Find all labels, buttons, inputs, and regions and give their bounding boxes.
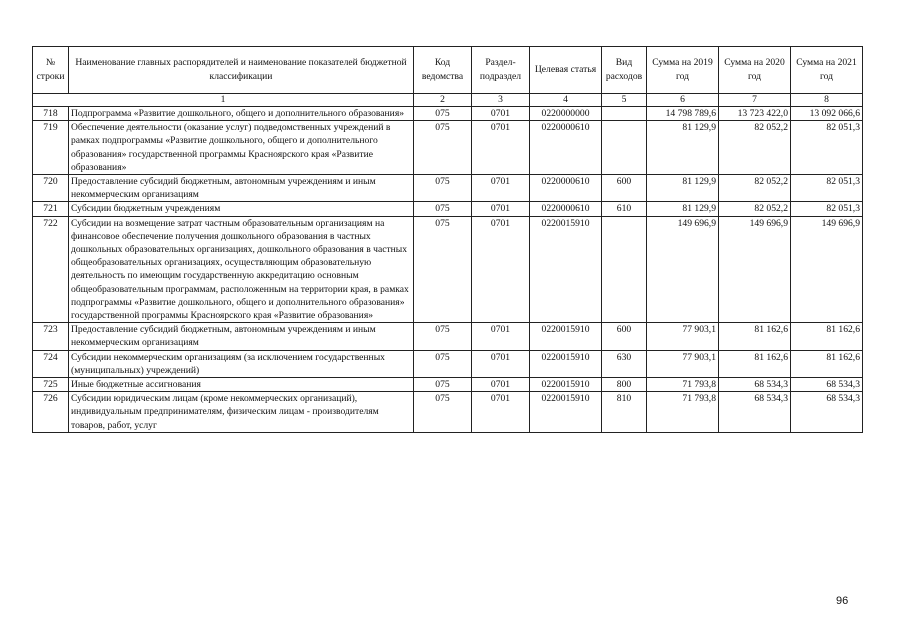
col-header-dept-code: Код ведомства	[414, 47, 472, 94]
col-number-5: 5	[602, 94, 647, 107]
section-cell: 0701	[472, 392, 530, 433]
col-header-sum-2021: Сумма на 2021 год	[791, 47, 863, 94]
row-number-cell: 722	[33, 216, 69, 323]
col-number-7: 7	[719, 94, 791, 107]
dept-code-cell: 075	[414, 107, 472, 121]
sum-2020-cell: 68 534,3	[719, 392, 791, 433]
col-header-expense-type: Вид расходов	[602, 47, 647, 94]
table-row	[33, 350, 863, 377]
section-cell: 0701	[472, 107, 530, 121]
expense-type-cell: 630	[602, 350, 647, 377]
sum-2020-cell: 149 696,9	[719, 216, 791, 323]
table-row	[33, 216, 863, 323]
sum-2020-cell: 82 052,2	[719, 175, 791, 202]
table-row	[33, 392, 863, 433]
sum-2021-cell: 82 051,3	[791, 175, 863, 202]
section-cell: 0701	[472, 121, 530, 175]
name-cell: Предоставление субсидий бюджетным, автономным учреждениям и иным некоммерческим организациям	[69, 323, 414, 350]
sum-2021-cell: 13 092 066,6	[791, 107, 863, 121]
sum-2019-cell: 71 793,8	[647, 378, 719, 392]
expense-type-cell	[602, 216, 647, 323]
table-row	[33, 202, 863, 216]
target-article-cell: 0220015910	[530, 392, 602, 433]
sum-2019-cell: 81 129,9	[647, 175, 719, 202]
table-body	[33, 107, 863, 433]
dept-code-cell: 075	[414, 378, 472, 392]
row-number-cell: 726	[33, 392, 69, 433]
dept-code-cell: 075	[414, 392, 472, 433]
section-cell: 0701	[472, 216, 530, 323]
col-header-section: Раздел-подраздел	[472, 47, 530, 94]
table-row	[33, 378, 863, 392]
col-number-3: 3	[472, 94, 530, 107]
row-number-cell: 719	[33, 121, 69, 175]
table-row	[33, 121, 863, 175]
sum-2021-cell: 81 162,6	[791, 350, 863, 377]
sum-2021-cell: 68 534,3	[791, 378, 863, 392]
sum-2020-cell: 68 534,3	[719, 378, 791, 392]
section-cell: 0701	[472, 323, 530, 350]
col-header-name: Наименование главных распорядителей и наименование показателей бюджетной классификации	[69, 47, 414, 94]
section-cell: 0701	[472, 350, 530, 377]
sum-2020-cell: 13 723 422,0	[719, 107, 791, 121]
col-number-4: 4	[530, 94, 602, 107]
target-article-cell: 0220000610	[530, 175, 602, 202]
dept-code-cell: 075	[414, 350, 472, 377]
expense-type-cell: 800	[602, 378, 647, 392]
name-cell: Предоставление субсидий бюджетным, автономным учреждениям и иным некоммерческим организациям	[69, 175, 414, 202]
col-number-2: 2	[414, 94, 472, 107]
name-cell: Субсидии бюджетным учреждениям	[69, 202, 414, 216]
dept-code-cell: 075	[414, 216, 472, 323]
sum-2020-cell: 81 162,6	[719, 350, 791, 377]
column-number-row	[33, 94, 863, 107]
sum-2019-cell: 14 798 789,6	[647, 107, 719, 121]
sum-2021-cell: 81 162,6	[791, 323, 863, 350]
sum-2019-cell: 81 129,9	[647, 202, 719, 216]
expense-type-cell: 610	[602, 202, 647, 216]
dept-code-cell: 075	[414, 121, 472, 175]
dept-code-cell: 075	[414, 175, 472, 202]
dept-code-cell: 075	[414, 323, 472, 350]
row-number-cell: 718	[33, 107, 69, 121]
table-row	[33, 175, 863, 202]
row-number-cell: 724	[33, 350, 69, 377]
sum-2019-cell: 77 903,1	[647, 350, 719, 377]
col-number-6: 6	[647, 94, 719, 107]
expense-type-cell: 600	[602, 323, 647, 350]
col-header-sum-2020: Сумма на 2020 год	[719, 47, 791, 94]
name-cell: Субсидии на возмещение затрат частным образовательным организациям на финансовое обеспечение получения дошкольного образования в частных дошкольных образовательных организациях, дошкольного образования в частных общеобразовательных организациях, осуществляющим образовательную деятельность по имеющим государственную аккредитацию основным общеобразовательным программам, расположенным на территории края, в рамках подпрограммы «Развитие дошкольного, общего и дополнительного образования» государственной программы Красноярского края «Развитие образования»	[69, 216, 414, 323]
col-number-8: 8	[791, 94, 863, 107]
target-article-cell: 0220015910	[530, 323, 602, 350]
col-header-row-number: № строки	[33, 47, 69, 94]
sum-2021-cell: 68 534,3	[791, 392, 863, 433]
row-number-cell: 723	[33, 323, 69, 350]
sum-2021-cell: 82 051,3	[791, 121, 863, 175]
sum-2019-cell: 81 129,9	[647, 121, 719, 175]
col-number-1: 1	[33, 94, 414, 107]
name-cell: Субсидии некоммерческим организациям (за исключением государственных (муниципальных) учреждений)	[69, 350, 414, 377]
col-header-sum-2019: Сумма на 2019 год	[647, 47, 719, 94]
col-header-target-article: Целевая статья	[530, 47, 602, 94]
sum-2020-cell: 81 162,6	[719, 323, 791, 350]
expense-type-cell	[602, 121, 647, 175]
sum-2020-cell: 82 052,2	[719, 202, 791, 216]
expense-type-cell	[602, 107, 647, 121]
section-cell: 0701	[472, 175, 530, 202]
sum-2019-cell: 77 903,1	[647, 323, 719, 350]
name-cell: Субсидии юридическим лицам (кроме некоммерческих организаций), индивидуальным предпринимателям, физическим лицам - производителям товаров, работ, услуг	[69, 392, 414, 433]
row-number-cell: 725	[33, 378, 69, 392]
expense-type-cell: 810	[602, 392, 647, 433]
name-cell: Обеспечение деятельности (оказание услуг) подведомственных учреждений в рамках подпрограммы «Развитие дошкольного, общего и дополнительного образования» государственной программы Красноярского края «Развитие образования»	[69, 121, 414, 175]
dept-code-cell: 075	[414, 202, 472, 216]
sum-2021-cell: 82 051,3	[791, 202, 863, 216]
row-number-cell: 720	[33, 175, 69, 202]
sum-2019-cell: 71 793,8	[647, 392, 719, 433]
target-article-cell: 0220015910	[530, 378, 602, 392]
target-article-cell: 0220015910	[530, 216, 602, 323]
budget-table	[32, 46, 863, 433]
section-cell: 0701	[472, 378, 530, 392]
table-row	[33, 107, 863, 121]
target-article-cell: 0220015910	[530, 350, 602, 377]
table-row	[33, 323, 863, 350]
sum-2020-cell: 82 052,2	[719, 121, 791, 175]
row-number-cell: 721	[33, 202, 69, 216]
sum-2019-cell: 149 696,9	[647, 216, 719, 323]
target-article-cell: 0220000610	[530, 121, 602, 175]
header-row	[33, 47, 863, 94]
target-article-cell: 0220000610	[530, 202, 602, 216]
sum-2021-cell: 149 696,9	[791, 216, 863, 323]
target-article-cell: 0220000000	[530, 107, 602, 121]
name-cell: Иные бюджетные ассигнования	[69, 378, 414, 392]
section-cell: 0701	[472, 202, 530, 216]
page-number: 96	[836, 595, 849, 607]
expense-type-cell: 600	[602, 175, 647, 202]
name-cell: Подпрограмма «Развитие дошкольного, общего и дополнительного образования»	[69, 107, 414, 121]
